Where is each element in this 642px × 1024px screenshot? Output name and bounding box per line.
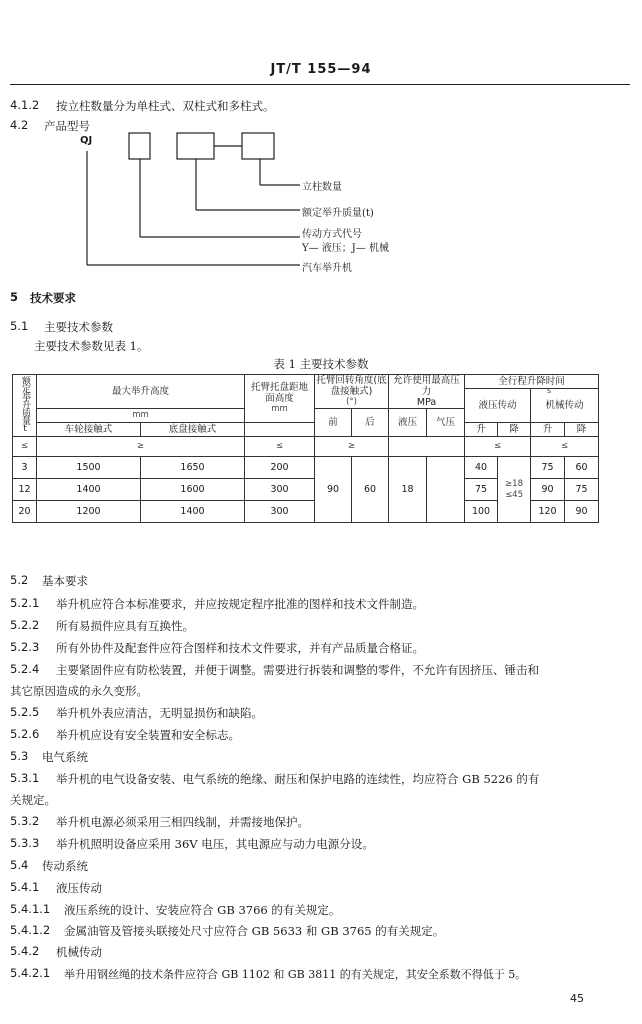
header-max-pressure: 允许使用最高压力 MPa [389,375,465,409]
cell-front-angle: 90 [315,457,352,523]
clause-5-4-2-title: 机械传动 [56,945,102,959]
ineq-mech: ≤ [531,437,599,457]
ineq-height: ≥ [37,437,245,457]
header-hyd-up: 升 [465,423,498,437]
item-text: 液压系统的设计、安装应符合 GB 3766 的有关规定。 [64,903,341,917]
clause-5-4-1-title: 液压传动 [56,881,102,895]
drive-code-box [129,133,150,159]
header-hydraulic-pressure: 液压 [389,409,427,437]
item-number: 5.2.5 [10,705,40,719]
item-number: 5.2.1 [10,596,40,610]
item-number: 5.3.2 [10,814,40,828]
cell-hyd-up: 75 [465,479,498,501]
clause-5-1-number: 5.1 [10,319,29,333]
clause-5-4-number: 5.4 [10,858,29,872]
table-time-unit: s [547,386,552,395]
item-number: 5.4.1.2 [10,923,51,937]
capacity-box [177,133,214,159]
ineq-angle: ≥ [315,437,389,457]
label-drive-codes: Y— 液压；J— 机械 [302,243,389,254]
item-text-continuation: 其它原因造成的永久变形。 [10,684,148,698]
header-max-lift-height: 最大举升高度 [37,375,245,409]
table-inequality-row [13,437,599,457]
header-travel-time: 全行程升降时间 [465,375,599,389]
cell-mass: 3 [13,457,37,479]
header-hydraulic-drive: 液压传动 [465,389,531,423]
item-text: 所有外协件及配套件应符合图样和技术文件要求，并有产品质量合格证。 [56,641,424,655]
label-columns: 立柱数量 [302,182,342,193]
model-prefix: QJ [80,135,93,146]
clause-4-1-2-text: 按立柱数量分为单柱式、双柱式和多柱式。 [56,99,275,113]
cell-pneumatic-pressure [427,457,465,523]
header-mechanical-drive: 机械传动 [531,389,599,423]
clause-5-4-1-number: 5.4.1 [10,880,40,894]
item-text: 主要紧固件应有防松装置，并便于调整。需要进行拆装和调整的零件，不允许有因挤压、锤击和 [56,663,539,677]
cell-arm-height: 300 [245,501,315,523]
cell-hyd-down: ≥18 ≤45 [498,457,531,523]
standard-number-header: JT/T 155—94 [270,62,372,77]
header-mech-up: 升 [531,423,565,437]
table-1-caption: 表 1 主要技术参数 [273,357,369,371]
cell-hyd-up: 100 [465,501,498,523]
clause-4-2-title: 产品型号 [44,119,90,133]
ineq-arm: ≤ [245,437,315,457]
cell-hydraulic-pressure: 18 [389,457,427,523]
section-5-title: 技术要求 [30,291,76,305]
technical-parameters-table [12,374,599,523]
header-mech-down: 降 [565,423,599,437]
header-arm-unit-spacer [245,423,315,437]
cell-rear-angle: 60 [352,457,389,523]
cell-mech-down: 60 [565,457,599,479]
item-text: 金属油管及管接头联接处尺寸应符合 GB 5633 和 GB 3765 的有关规定。 [64,924,445,938]
header-pneumatic-pressure: 气压 [427,409,465,437]
item-number: 5.2.6 [10,727,40,741]
label-drive: 传动方式代号 [302,229,362,240]
cell-hyd-up: 40 [465,457,498,479]
ineq-pressure-blank [389,437,465,457]
cell-mech-up: 120 [531,501,565,523]
clause-5-1-text: 主要技术参数见表 1。 [34,339,149,353]
cell-mech-down: 75 [565,479,599,501]
clause-5-2-title: 基本要求 [42,574,88,588]
header-front: 前 [315,409,352,437]
item-text: 所有易损件应具有互换性。 [56,619,194,633]
label-product: 汽车举升机 [302,263,352,274]
header-wheel-contact: 车轮接触式 [37,423,141,437]
cell-wheel-height: 1200 [37,501,141,523]
cell-chassis-height: 1600 [141,479,245,501]
columns-box [242,133,274,159]
item-number: 5.4.1.1 [10,902,51,916]
item-number: 5.4.2.1 [10,966,51,980]
clause-4-2-number: 4.2 [10,118,29,132]
item-text: 举升机照明设备应采用 36V 电压，其电源应与动力电源分设。 [56,837,374,851]
header-max-height-unit: mm [37,409,245,423]
table-row [13,457,599,479]
header-arm-angle: 托臂回转角度(底盘接触式) (°) [316,375,387,407]
clause-5-3-title: 电气系统 [42,750,88,764]
item-text: 举升机应设有安全装置和安全标志。 [56,728,240,742]
item-number: 5.2.4 [10,662,40,676]
header-rear: 后 [352,409,389,437]
item-number: 5.2.3 [10,640,40,654]
clause-5-1-title: 主要技术参数 [44,320,113,334]
model-designation-diagram [0,0,642,300]
item-text-continuation: 关规定。 [10,793,56,807]
cell-chassis-height: 1650 [141,457,245,479]
cell-mass: 12 [13,479,37,501]
clause-5-3-number: 5.3 [10,749,29,763]
header-arm-height: 托臂托盘距地面高度 mm [245,375,315,423]
cell-mech-up: 90 [531,479,565,501]
header-hyd-down: 降 [498,423,531,437]
item-text: 举升机应符合本标准要求，并应按规定程序批准的图样和技术文件制造。 [56,597,424,611]
header-rated-mass: 额定举升质量t [13,375,37,437]
item-text: 举升机电源必须采用三相四线制，并需接地保护。 [56,815,309,829]
item-number: 5.3.3 [10,836,40,850]
cell-mass: 20 [13,501,37,523]
clause-4-1-2-number: 4.1.2 [10,98,40,112]
item-text: 举升用钢丝绳的技术条件应符合 GB 1102 和 GB 3811 的有关规定，其安全系数不得低于 5。 [64,968,527,981]
ineq-mass: ≤ [13,437,37,457]
item-number: 5.2.2 [10,618,40,632]
clause-5-4-title: 传动系统 [42,859,88,873]
cell-arm-height: 200 [245,457,315,479]
cell-wheel-height: 1500 [37,457,141,479]
clause-5-4-2-number: 5.4.2 [10,944,40,958]
label-capacity: 额定举升质量(t) [302,208,374,219]
cell-arm-height: 300 [245,479,315,501]
page-number: 45 [570,992,584,1005]
section-5-number: 5 [10,290,19,304]
item-text: 举升机外表应清洁，无明显损伤和缺陷。 [56,706,263,720]
item-number: 5.3.1 [10,771,40,785]
clause-5-2-number: 5.2 [10,573,29,587]
header-chassis-contact: 底盘接触式 [141,423,245,437]
item-text: 举升机的电气设备安装、电气系统的绝缘、耐压和保护电路的连续性，均应符合 GB 5226 的有 [56,772,540,786]
cell-mech-up: 75 [531,457,565,479]
ineq-hyd: ≤ [465,437,531,457]
cell-chassis-height: 1400 [141,501,245,523]
cell-wheel-height: 1400 [37,479,141,501]
cell-mech-down: 90 [565,501,599,523]
